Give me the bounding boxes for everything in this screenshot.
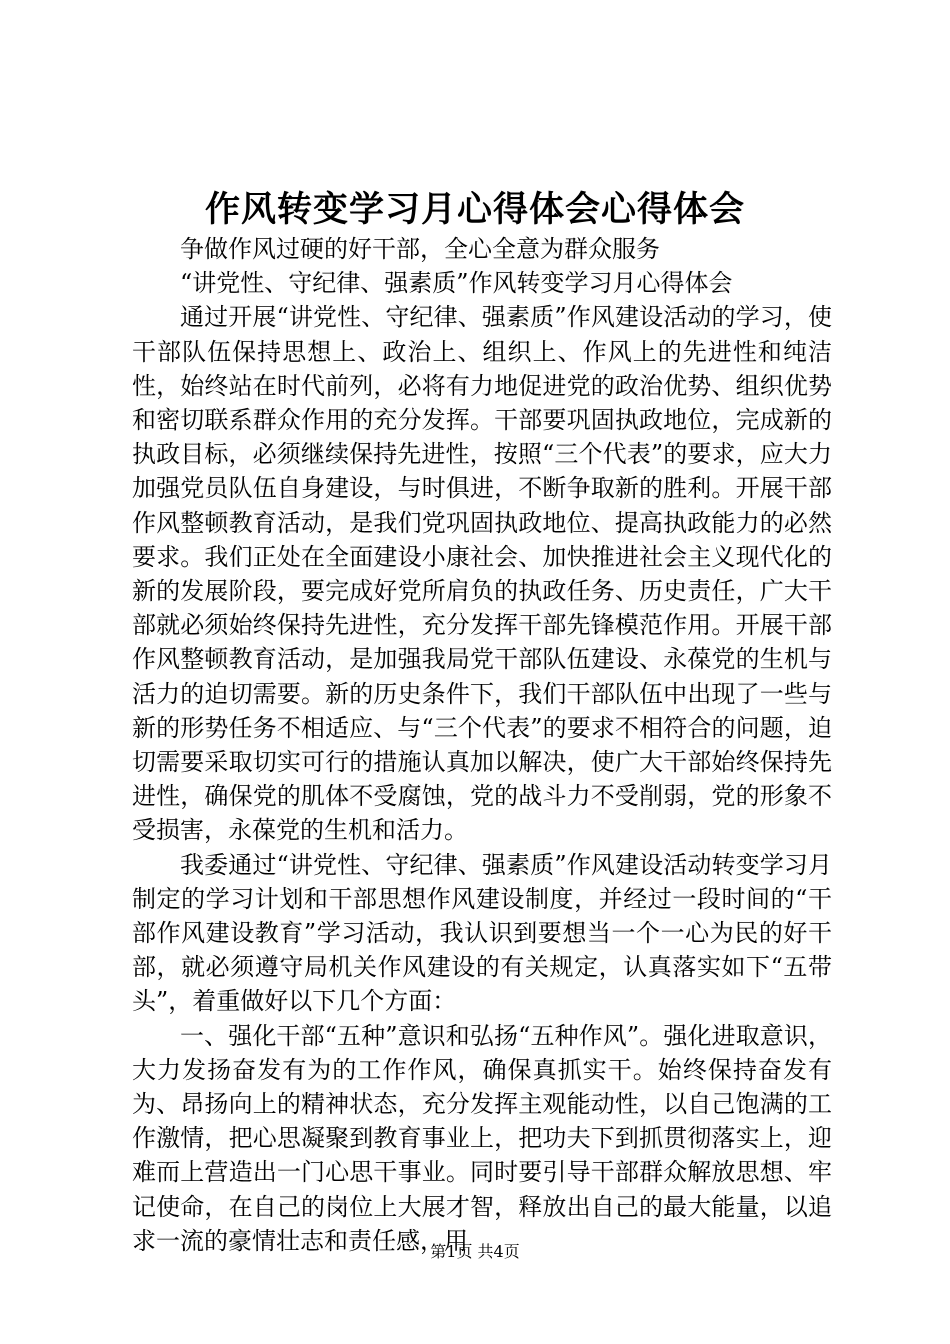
paragraph-heading: “讲党性、守纪律、强素质”作风转变学习月心得体会 [180,269,733,298]
paragraph-subtitle: 争做作风过硬的好干部，全心全意为群众服务 [180,235,660,263]
paragraph-study: 我委通过“讲党性、守纪律、强素质”作风建设活动转变学习月制定的学习计划和干部思想作风建设制度，并经过一段时间的“干部作风建设教育”学习活动，我认识到要想当一个一心为民的好干部，就必须遵守局机关作风建设的有关规定，认真落实如下“五带头”，着重做好以下几个方面： [132,850,832,1016]
paragraph-intro: 通过开展“讲党性、守纪律、强素质”作风建设活动的学习，使干部队伍保持思想上、政治上、组织上、作风上的先进性和纯洁性，始终站在时代前列，必将有力地促进党的政治优势、组织优势和密切联系群众作用的充分发挥。干部要巩固执政地位，完成新的执政目标，必须继续保持先进性，按照“三个代表”的要求，应大力加强党员队伍自身建设，与时俱进，不断争取新的胜利。开展干部作风整顿教育活动，是我们党巩固执政地位、提高执政能力的必然要求。我们正处在全面建设小康社会、加快推进社会主义现代化的新的发展阶段，要完成好党所肩负的执政任务、历史责任，广大干部就必须始终保持先进性，充分发挥干部先锋模范作用。开展干部作风整顿教育活动，是加强我局党干部队伍建设、永葆党的生机与活力的迫切需要。新的历史条件下，我们干部队伍中出现了一些与新的形势任务不相适应、与“三个代表”的要求不相符合的问题，迫切需要采取切实可行的措施认真加以解决，使广大干部始终保持先进性，确保党的肌体不受腐蚀，党的战斗力不受削弱，党的形象不受损害，永葆党的生机和活力。 [132,303,832,845]
page-number-footer: 第1页 共4页 [430,1242,520,1261]
paragraph-point-one: 一、强化干部“五种”意识和弘扬“五种作风”。强化进取意识，大力发扬奋发有为的工作作风，确保真抓实干。始终保持奋发有为、昂扬向上的精神状态，充分发挥主观能动性，以自己饱满的工作激情，把心思凝聚到教育事业上，把功夫下到抓贯彻落实上，迎难而上营造出一门心思干事业。同时要引导干部群众解放思想、牢记使命，在自己的岗位上大展才智，释放出自己的最大能量，以追求一流的豪情壮志和责任感，用 [132,1021,832,1255]
document-title: 作风转变学习月心得体会心得体会 [204,189,745,230]
document-body [132,232,832,1258]
